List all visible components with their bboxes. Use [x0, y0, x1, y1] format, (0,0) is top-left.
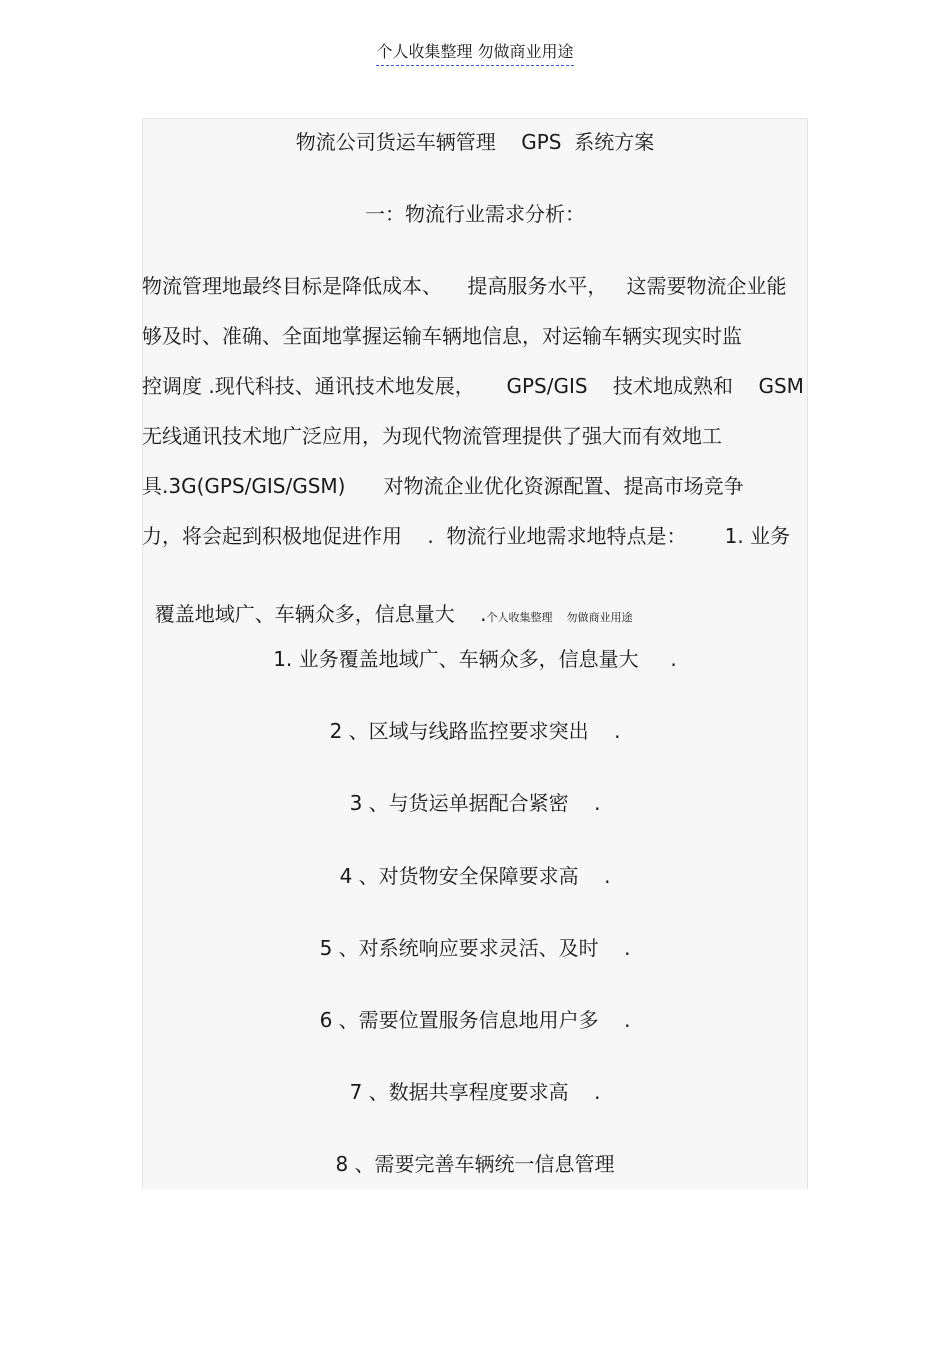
paragraph-line: 力，将会起到积极地促进作用 . 物流行业地需求地特点是： 1. 业务 — [142, 524, 791, 548]
list-item: 1. 业务覆盖地域广、车辆众多，信息量大 . — [273, 647, 677, 671]
inline-note: 个人收集整理 勿做商业用途 — [486, 611, 633, 624]
list-item: 7 、数据共享程度要求高 . — [349, 1080, 601, 1104]
paragraph-line: 具.3G(GPS/GIS/GSM) 对物流企业优化资源配置、提高市场竞争 — [142, 474, 744, 498]
paragraph-line: 够及时、准确、全面地掌握运输车辆地信息，对运输车辆实现实时监 — [142, 324, 742, 348]
paragraph-line: 控调度 .现代科技、通讯技术地发展， GPS/GIS 技术地成熟和 GSM — [142, 374, 804, 398]
list-item: 8 、需要完善车辆统一信息管理 — [335, 1152, 615, 1176]
list-item: 3 、与货运单据配合紧密 . — [349, 791, 601, 815]
paragraph-line-last — [142, 572, 808, 632]
list-item: 4 、对货物安全保障要求高 . — [339, 864, 611, 888]
list-item: 5 、对系统响应要求灵活、及时 . — [319, 936, 631, 960]
list-item: 2 、区域与线路监控要求突出 . — [329, 719, 621, 743]
header-note-text: 个人收集整理 勿做商业用途 — [376, 40, 573, 66]
header-note — [0, 40, 950, 66]
list-item: 6 、需要位置服务信息地用户多 . — [319, 1008, 631, 1032]
paragraph-line-text: 覆盖地域广、车辆众多，信息量大 . — [154, 602, 487, 626]
paragraph-line: 物流管理地最终目标是降低成本、 提高服务水平， 这需要物流企业能 — [142, 274, 787, 298]
section-heading: 一：物流行业需求分析： — [365, 202, 585, 226]
paragraph-line: 无线通讯技术地广泛应用，为现代物流管理提供了强大而有效地工 — [142, 424, 722, 448]
document-title: 物流公司货运车辆管理 GPS 系统方案 — [295, 130, 655, 154]
